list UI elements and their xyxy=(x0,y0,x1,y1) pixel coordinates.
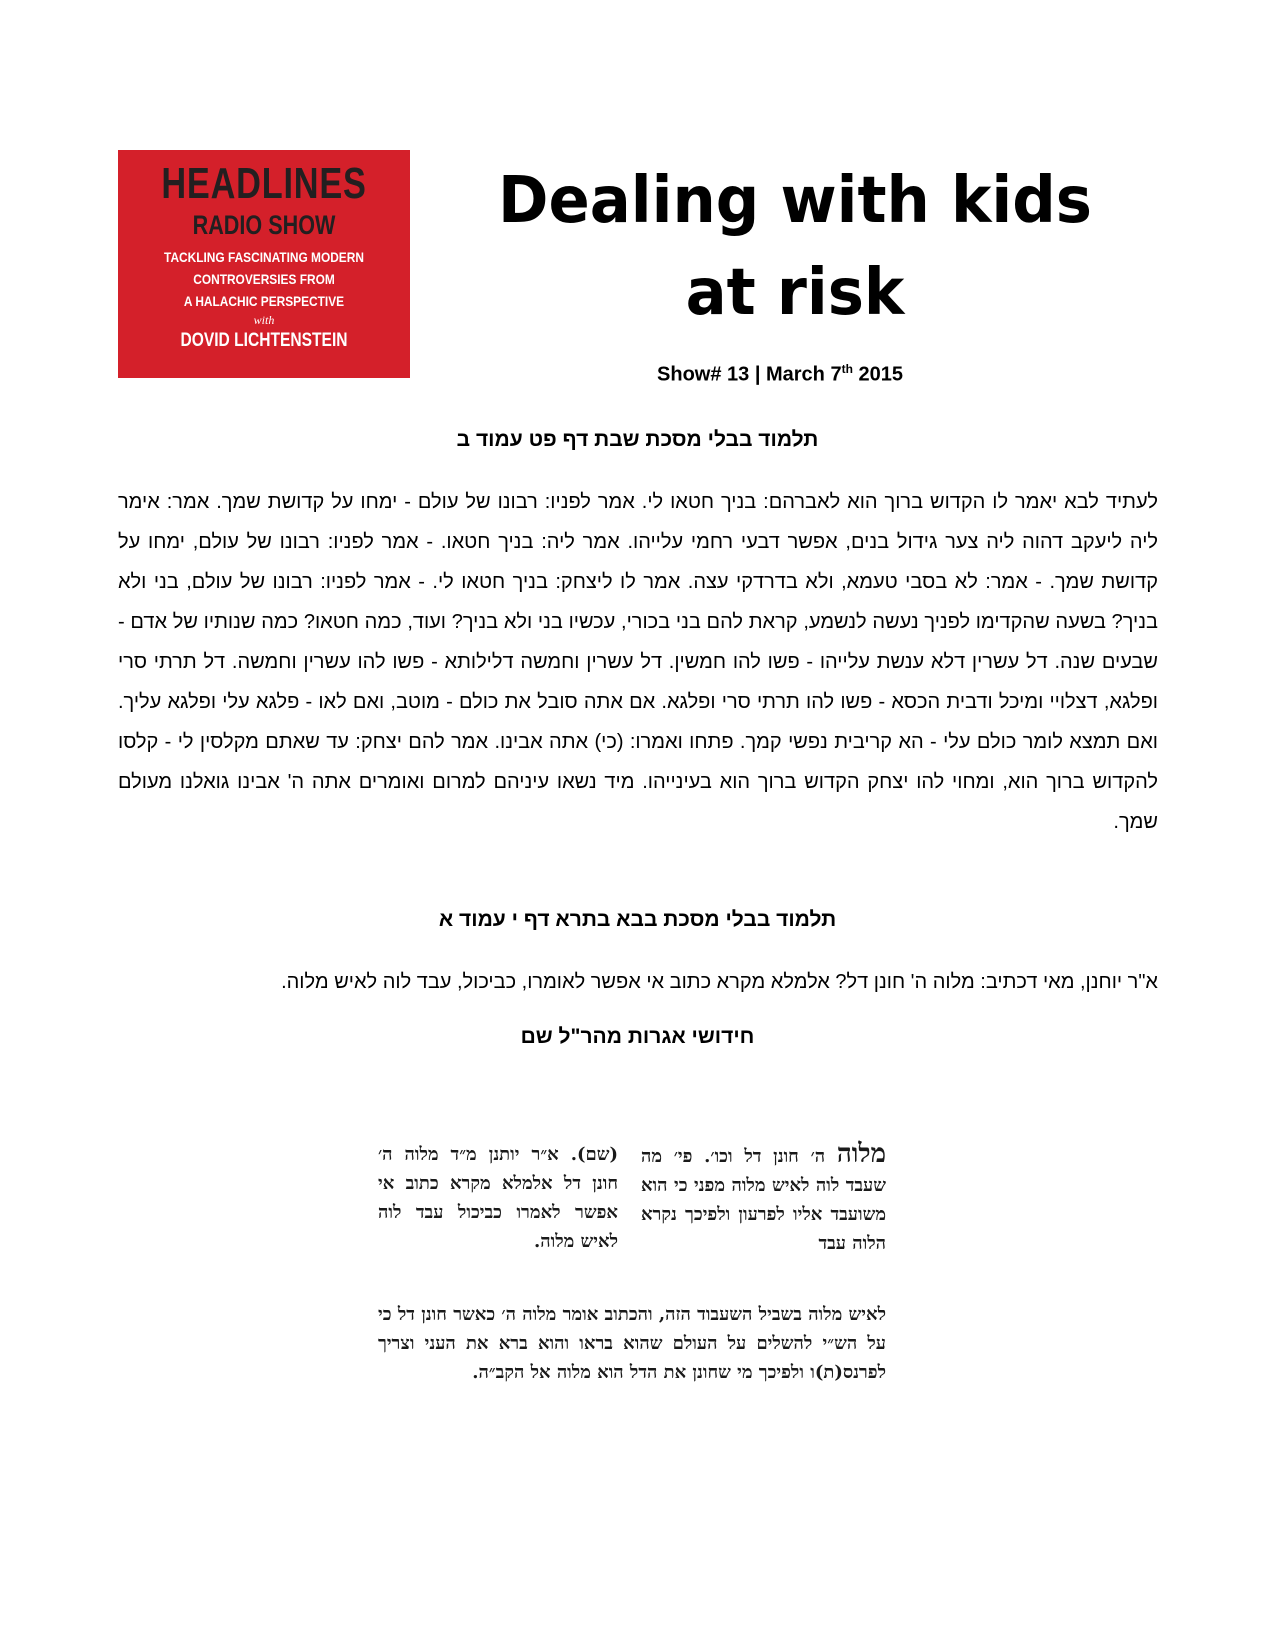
logo-with: with xyxy=(253,313,275,327)
logo-title: HEADLINES xyxy=(161,159,367,208)
scan-left-column: (שם). א״ר יותנן מ״ד מלוה ה׳ חונן דל אלמלא מקרא כתוב אי אפשר לאמרו כביכול עבד לוה לאיש מלוה. xyxy=(378,1144,618,1252)
section2-text: א"ר יוחנן, מאי דכתיב: מלוה ה' חונן דל? אלמלא מקרא כתוב אי אפשר לאומרו, כביכול, עבד לוה לאיש מלוה. xyxy=(281,971,1158,993)
section1-text: לעתיד לבא יאמר לו הקדוש ברוך הוא לאברהם: בניך חטאו לי. אמר לפניו: רבונו של עולם - ימחו על קדושת שמך. אמר: אימר ליה ליעקב דהוה ליה צער גידול בנים, אפשר דבעי רחמי עלייהו. אמר ליה: בניך חטאו. - אמר לפניו: רבונו של עולם, ימחו על קדושת שמך. - אמר: לא בסבי טעמא, ולא בדרדקי עצה. אמר לו ליצחק: בניך חטאו לי. - אמר לפניו: רבונו של עולם, בני ולא בניך? בשעה שהקדימו לפניך נעשה לנשמע, קראת להם בני בכורי, עכשיו בני ולא בניך? ועוד, כמה חטאו? כמה שנותיו של אדם - שבעים שנה. דל עשרין דלא ענשת עלייהו - פשו להו חמשין. דל עשרין וחמשה דלילותא - פשו להו עשרין וחמשה. דל תרתי סרי ופלגא, דצלויי ומיכל ודבית הכסא - פשו להו תרתי סרי ופלגא. אם אתה סובל את כולם - מוטב, ואם לאו - פלגא עלי ופלגא עליך. ואם תמצא לומר כולם עלי - הא קריבית נפשי קמך. פתחו ואמרו: (כי) אתה אבינו. אמר להם יצחק: עד שאתם מקלסין לי - קלסו להקדוש ברוך הוא, ומחוי להו יצחק הקדוש ברוך הוא בעינייהו. מיד נשאו עיניהם למרום ואומרים אתה ה' אבינו גואלנו מעולם שמך. xyxy=(118,491,1158,833)
scan-right-column: מלוה ה׳ חונן דל וכו׳. פי׳ מה שעבד לוה לאיש מלוה מפני כי הוא משועבד אליו לפרעון ולפיכך נקרא הלוה עבד xyxy=(641,1139,886,1254)
section3-heading: חידושי אגרות מהר"ל שם xyxy=(520,1025,755,1048)
logo-host: DOVID LICHTENSTEIN xyxy=(180,330,348,351)
scanned-text-image xyxy=(378,1140,886,1462)
section1-heading: תלמוד בבלי מסכת שבת דף פט עמוד ב xyxy=(456,428,819,451)
show-info: Show# 13 | March 7th 2015 xyxy=(657,362,903,386)
page-title: Dealing with kids at risk xyxy=(498,164,1092,330)
logo-tagline: TACKLING FASCINATING MODERN CONTROVERSIES FROM A HALACHIC PERSPECTIVE xyxy=(164,249,364,309)
scan-full-paragraph: לאיש מלוה בשביל השעבוד הזה, והכתוב אומר מלוה ה׳ כאשר חונן דל כי על הש״י להשלים על העולם שהוא בראו והוא ברא את העני וצריך לפרנס(ת)ו ולפיכך מי שחונן את הדל הוא מלוה אל הקב״ה. xyxy=(378,1304,886,1383)
section2-heading: תלמוד בבלי מסכת בבא בתרא דף י עמוד א xyxy=(438,908,837,931)
headlines-logo xyxy=(118,150,410,378)
logo-subtitle: RADIO SHOW xyxy=(192,210,336,240)
